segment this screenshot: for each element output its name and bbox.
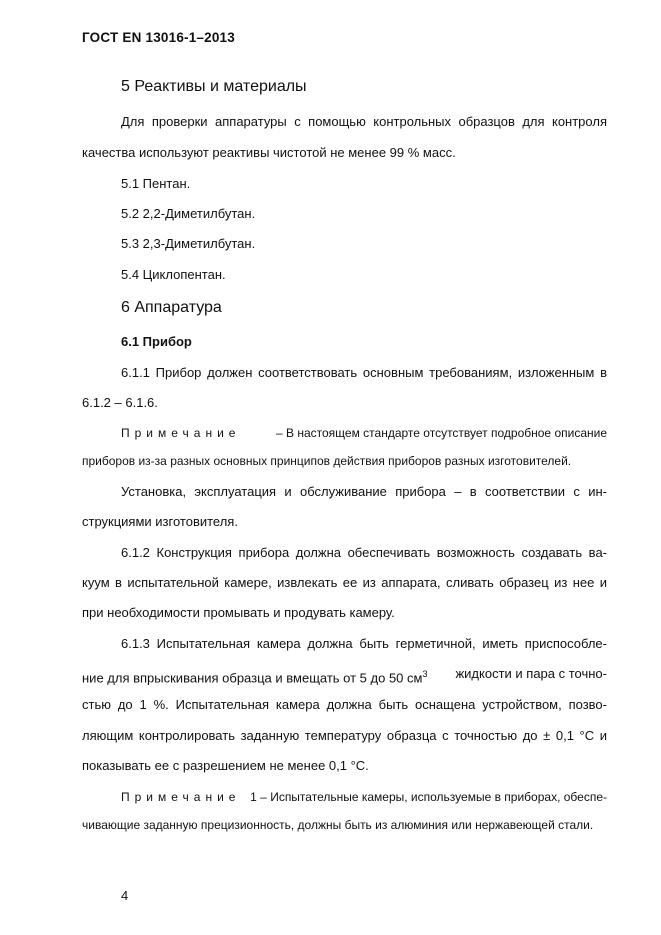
- section-5-title: 5 Реактивы и материалы: [121, 78, 307, 95]
- para-6-1-1-line-1: 6.1.1 Прибор должен соответствовать основным требованиям, изложенным в: [121, 365, 607, 380]
- para-6-1-3-line-3: стью до 1 %. Испытательная камера должна быть оснащена устройством, позво-: [82, 697, 607, 712]
- page-number: 4: [121, 888, 129, 903]
- list-item-5-4: 5.4 Циклопентан.: [121, 267, 226, 282]
- section-6-title: 6 Аппаратура: [121, 299, 222, 316]
- note-label: Примечание: [121, 426, 241, 440]
- list-item-5-1: 5.1 Пентан.: [121, 176, 191, 191]
- install-line-1: Установка, эксплуатация и обслуживание прибора – в соответствии с ин-: [121, 484, 607, 499]
- note-2-line-1: [121, 789, 607, 805]
- subsection-6-1-title: 6.1 Прибор: [121, 334, 192, 349]
- para-6-1-3-line-1: 6.1.3 Испытательная камера должна быть герметичной, иметь приспособле-: [121, 636, 607, 651]
- volume-text: [82, 666, 427, 686]
- para-6-1-2-line-2: куум в испытательной камере, извлекать ее из аппарата, сливать образец из нее и: [82, 575, 607, 590]
- superscript-3: 3: [422, 669, 428, 679]
- note-2-line-2: чивающие заданную прецизионность, должны быть из алюминия или нержавеющей стали.: [82, 818, 594, 832]
- note-label: Примечание: [121, 790, 241, 804]
- para-6-1-1-line-2: 6.1.2 – 6.1.6.: [82, 395, 158, 410]
- document-id-header: ГОСТ EN 13016-1–2013: [82, 30, 235, 45]
- section-5-para-line-2: качества используют реактивы чистотой не менее 99 % масс.: [82, 145, 456, 160]
- para-6-1-3-line-5: показывать ее с разрешением не менее 0,1 °C.: [82, 758, 369, 773]
- volume-text-main: ние для впрыскивания образца и вмещать от 5 до 50 см: [82, 670, 423, 686]
- para-6-1-3-line-2: [82, 666, 607, 686]
- note-1-line-1: [121, 425, 607, 441]
- note-1-line-2: приборов из-за разных основных принципов действия приборов разных изготовителей.: [82, 454, 572, 468]
- para-6-1-2-line-1: 6.1.2 Конструкция прибора должна обеспечивать возможность создавать ва-: [121, 545, 607, 560]
- list-item-5-2: 5.2 2,2-Диметилбутан.: [121, 206, 256, 221]
- para-6-1-3-line-4: ляющим контролировать заданную температуру образца с точностью до ± 0,1 °C и: [82, 728, 607, 743]
- list-item-5-3: 5.3 2,3-Диметилбутан.: [121, 236, 256, 251]
- note-text: – В настоящем стандарте отсутствует подробное описание: [276, 426, 607, 440]
- note-text: 1 – Испытательные камеры, используемые в приборах, обеспе-: [250, 790, 607, 804]
- install-line-2: струкциями изготовителя.: [82, 514, 238, 529]
- accuracy-text: жидкости и пара с точно-: [455, 666, 607, 681]
- para-6-1-2-line-3: при необходимости промывать и продувать камеру.: [82, 605, 395, 620]
- section-5-para-line-1: Для проверки аппаратуры с помощью контрольных образцов для контроля: [121, 114, 607, 129]
